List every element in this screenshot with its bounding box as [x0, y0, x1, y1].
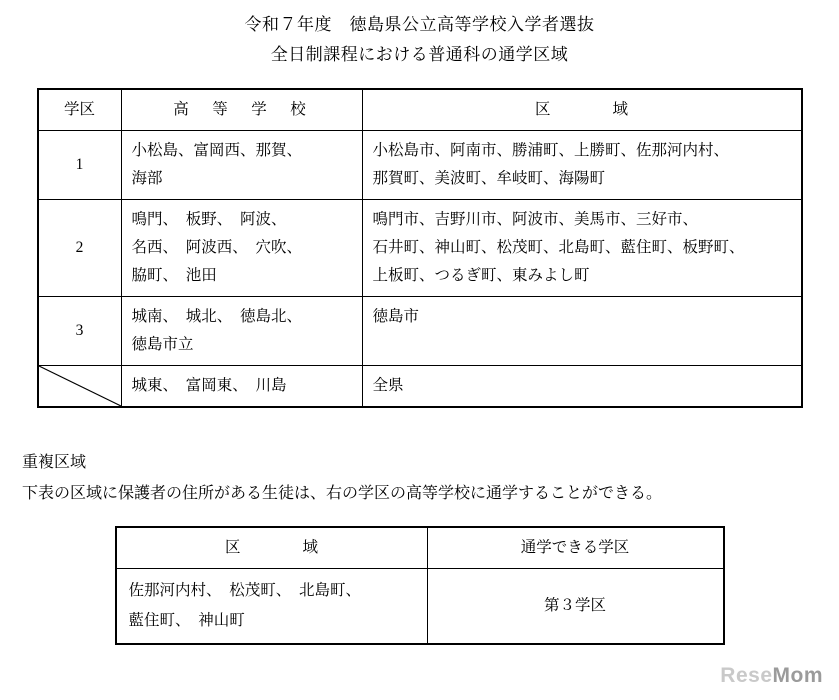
- document-title: [0, 0, 839, 70]
- row-area: [362, 366, 802, 408]
- title-line-2: 全日制課程における普通科の通学区域: [270, 45, 569, 64]
- schools-line: 海部: [131, 170, 163, 187]
- school-district-table: [37, 88, 803, 408]
- row-district-slash: [38, 366, 122, 408]
- sub-table-header-row: [116, 527, 724, 569]
- row-schools: [121, 200, 362, 297]
- row-district: 3: [38, 297, 122, 366]
- watermark-suffix: Mom: [772, 664, 823, 687]
- sub-header-district: 通学できる学区: [427, 527, 724, 569]
- schools-line: 徳島市立: [131, 336, 194, 353]
- row-area: [362, 297, 802, 366]
- table-row: [38, 131, 802, 200]
- area-line: 石井町、神山町、松茂町、北島町、藍住町、板野町、: [372, 239, 745, 256]
- sub-row-district: 第３学区: [427, 569, 724, 645]
- schools-line: 鳴門、 板野、 阿波、: [131, 211, 287, 228]
- note-paragraph: 下表の区域に保護者の住所がある生徒は、右の学区の高等学校に通学することができる。: [22, 485, 663, 502]
- row-area: [362, 200, 802, 297]
- sub-header-area: 区 域: [116, 527, 428, 569]
- area-line: 徳島市: [372, 308, 420, 325]
- schools-line: 脇町、 池田: [131, 267, 217, 284]
- schools-line: 名西、 阿波西、 穴吹、: [131, 239, 303, 256]
- table-row: [38, 366, 802, 408]
- header-district: 学区: [38, 89, 122, 131]
- area-line: 全県: [372, 377, 404, 394]
- row-district: 2: [38, 200, 122, 297]
- diagonal-slash-icon: [39, 366, 121, 406]
- schools-line: 城東、 富岡東、 川島: [131, 377, 287, 394]
- header-schools: 高 等 学 校: [121, 89, 362, 131]
- row-schools: [121, 297, 362, 366]
- area-line: 那賀町、美波町、牟岐町、海陽町: [372, 170, 606, 187]
- sub-table-row: [116, 569, 724, 645]
- overlap-area-note: [22, 448, 839, 510]
- sub-row-area: [116, 569, 428, 645]
- overlap-area-table: [115, 526, 725, 645]
- sub-area-line: 藍住町、 神山町: [128, 612, 245, 629]
- table-row: [38, 297, 802, 366]
- row-schools: [121, 131, 362, 200]
- note-heading: 重複区域: [22, 454, 87, 471]
- schools-line: 小松島、富岡西、那賀、: [131, 142, 303, 159]
- area-line: 上板町、つるぎ町、東みよし町: [372, 267, 590, 284]
- row-district: 1: [38, 131, 122, 200]
- area-line: 小松島市、阿南市、勝浦町、上勝町、佐那河内村、: [372, 142, 730, 159]
- watermark-prefix: Rese: [720, 664, 773, 687]
- table-header-row: [38, 89, 802, 131]
- table-row: [38, 200, 802, 297]
- title-line-1: 令和７年度 徳島県公立高等学校入学者選抜: [244, 15, 595, 34]
- row-schools: [121, 366, 362, 408]
- schools-line: 城南、 城北、 徳島北、: [131, 308, 303, 325]
- header-area: 区 域: [362, 89, 802, 131]
- sub-area-line: 佐那河内村、 松茂町、 北島町、: [128, 582, 362, 599]
- row-area: [362, 131, 802, 200]
- watermark: [720, 664, 823, 688]
- area-line: 鳴門市、吉野川市、阿波市、美馬市、三好市、: [372, 211, 699, 228]
